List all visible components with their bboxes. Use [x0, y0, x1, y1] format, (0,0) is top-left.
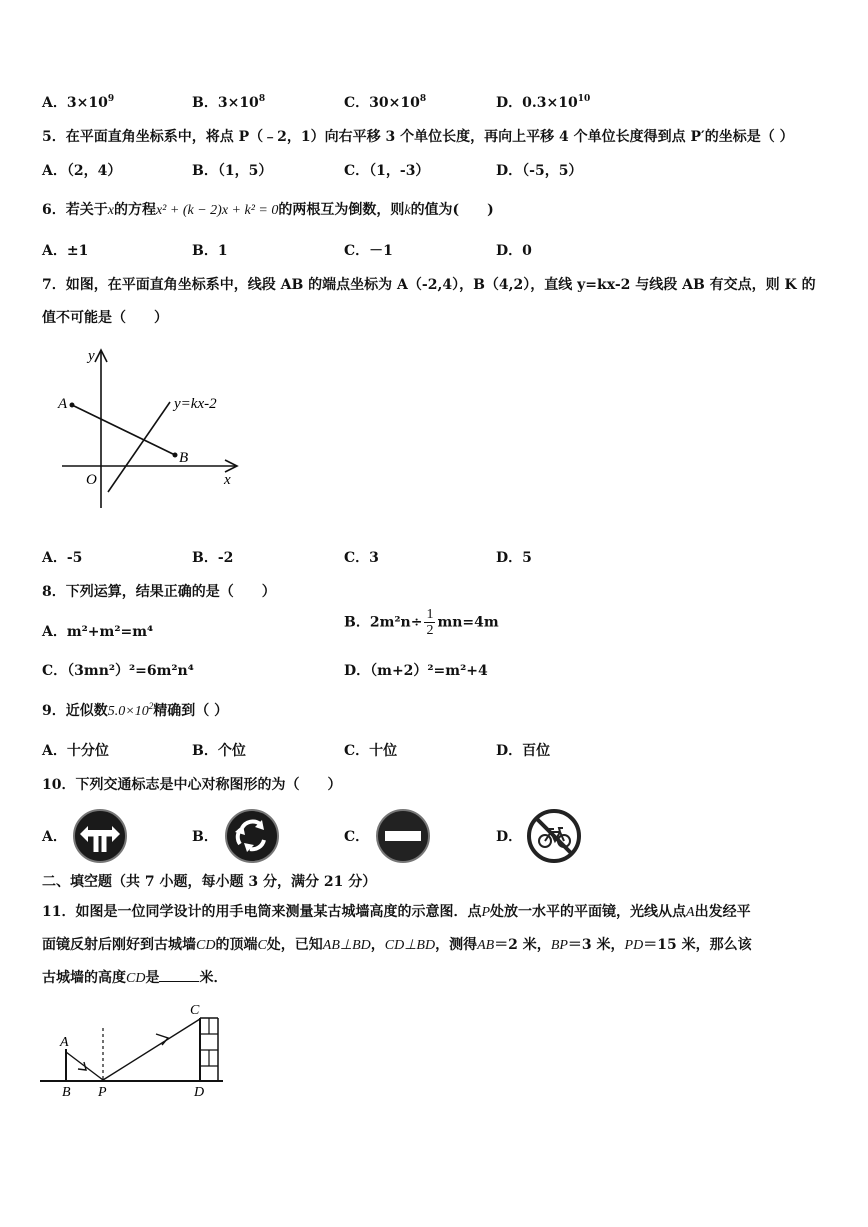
section-2-title: 二、填空题（共 7 小题，每小题 3 分，满分 21 分）	[42, 874, 377, 890]
q7-option-b: B．-2	[192, 550, 234, 566]
q9-option-d: D．百位	[496, 743, 551, 759]
q8-option-b: B．2m²n÷ $\frac{1}{2}$ mn=4m	[344, 607, 499, 638]
q11-line1: 11．如图是一位同学设计的用手电筒来测量某古城墙高度的示意图．点P处放一水平的平面镜，光线从点A出发经平	[42, 904, 751, 920]
q8-stem: 8．下列运算，结果正确的是（ ）	[42, 584, 276, 600]
q7-line-label: y=kx-2	[174, 396, 217, 412]
no-entry-sign-icon	[375, 808, 431, 864]
answer-blank	[159, 969, 199, 982]
q4-option-b: B．$3\times 10^8$	[192, 94, 266, 111]
q11-line2: 面镜反射后刚好到古城墙CD的顶端C处，已知AB⊥BD，CD⊥BD，测得AB＝2 米，BP＝3 米，PD＝15 米，那么该	[42, 937, 752, 953]
q7-point-b-label: B	[179, 450, 189, 466]
q6-option-a: A．±1	[42, 243, 89, 259]
q8-option-c: C．（3mn²）²=6m²n⁴	[42, 663, 194, 679]
left-right-turn-sign-icon	[72, 808, 128, 864]
no-bicycle-sign-icon	[526, 808, 582, 864]
q7-option-a: A．-5	[42, 550, 83, 566]
q11-fig-a: A	[60, 1035, 69, 1050]
q5-option-b: B．（1，5）	[192, 163, 273, 179]
q4-option-c: C．$30\times 10^8$	[344, 94, 427, 111]
q5-option-c: C．（1，-3）	[344, 163, 430, 179]
q10-option-a-label: A．	[42, 829, 67, 845]
q8-option-a: A．m²+m²=m⁴	[42, 624, 154, 640]
q11-wall-figure	[38, 1000, 238, 1105]
q6-equation: x² + (k − 2)x + k² = 0	[155, 203, 279, 218]
q9-number: 5.0×10	[107, 704, 149, 719]
q9-option-a: A．十分位	[42, 743, 109, 759]
q10-option-b-label: B．	[192, 829, 218, 845]
q6-option-d: D．0	[496, 243, 532, 259]
q11-fig-d: D	[194, 1085, 205, 1100]
q7-coordinate-figure	[50, 340, 250, 515]
q7-point-a-label: A	[58, 396, 68, 412]
q9-option-c: C．十位	[344, 743, 398, 759]
roundabout-sign-icon	[224, 808, 280, 864]
q8-fraction: $\frac{1}{2}$	[426, 607, 434, 638]
q11-fig-p: P	[98, 1085, 107, 1100]
q6-option-b: B．1	[192, 243, 228, 259]
q10-option-d-label: D．	[496, 829, 523, 845]
q10-stem: 10．下列交通标志是中心对称图形的为（ ）	[42, 777, 342, 793]
q7-origin-label: O	[86, 472, 97, 488]
q5-option-a: A．（2，4）	[42, 163, 122, 179]
q7-stem-line1: 7．如图，在平面直角坐标系中，线段 AB 的端点坐标为 A（-2,4），B（4,2），直线 y=kx-2 与线段 AB 有交点，则 K 的	[42, 277, 816, 293]
q11-fig-c: C	[190, 1003, 200, 1018]
q10-option-c-label: C．	[344, 829, 370, 845]
q11-line3: 古城墙的高度CD是 米．	[42, 970, 228, 986]
q7-option-d: D．5	[496, 550, 532, 566]
q7-y-label: y	[88, 348, 95, 364]
q5-stem: 5．在平面直角坐标系中，将点 P（﹣2，1）向右平移 3 个单位长度，再向上平移 4 个单位长度得到点 P′的坐标是（ ）	[42, 129, 794, 145]
q8-option-d: D．（m+2）²=m²+4	[344, 663, 488, 679]
q9-stem: 9．近似数$5.0\times 10^2$精确到（ ）	[42, 701, 229, 719]
q7-stem-line2: 值不可能是（ ）	[42, 310, 168, 326]
q7-x-label: x	[224, 472, 231, 488]
q6-option-c: C．－1	[344, 243, 393, 259]
q9-option-b: B．个位	[192, 743, 246, 759]
q4-option-d: D．$0.3\times 10^{10}$	[496, 94, 591, 111]
q4-option-a: A．$3\times 10^9$	[42, 94, 115, 111]
q7-option-c: C．3	[344, 550, 379, 566]
q11-fig-b: B	[62, 1085, 71, 1100]
q5-option-d: D．（-5，5）	[496, 163, 583, 179]
q6-stem: 6．若关于x的方程x² + (k − 2)x + k² = 0的两根互为倒数，则k的值为( )	[42, 202, 494, 218]
